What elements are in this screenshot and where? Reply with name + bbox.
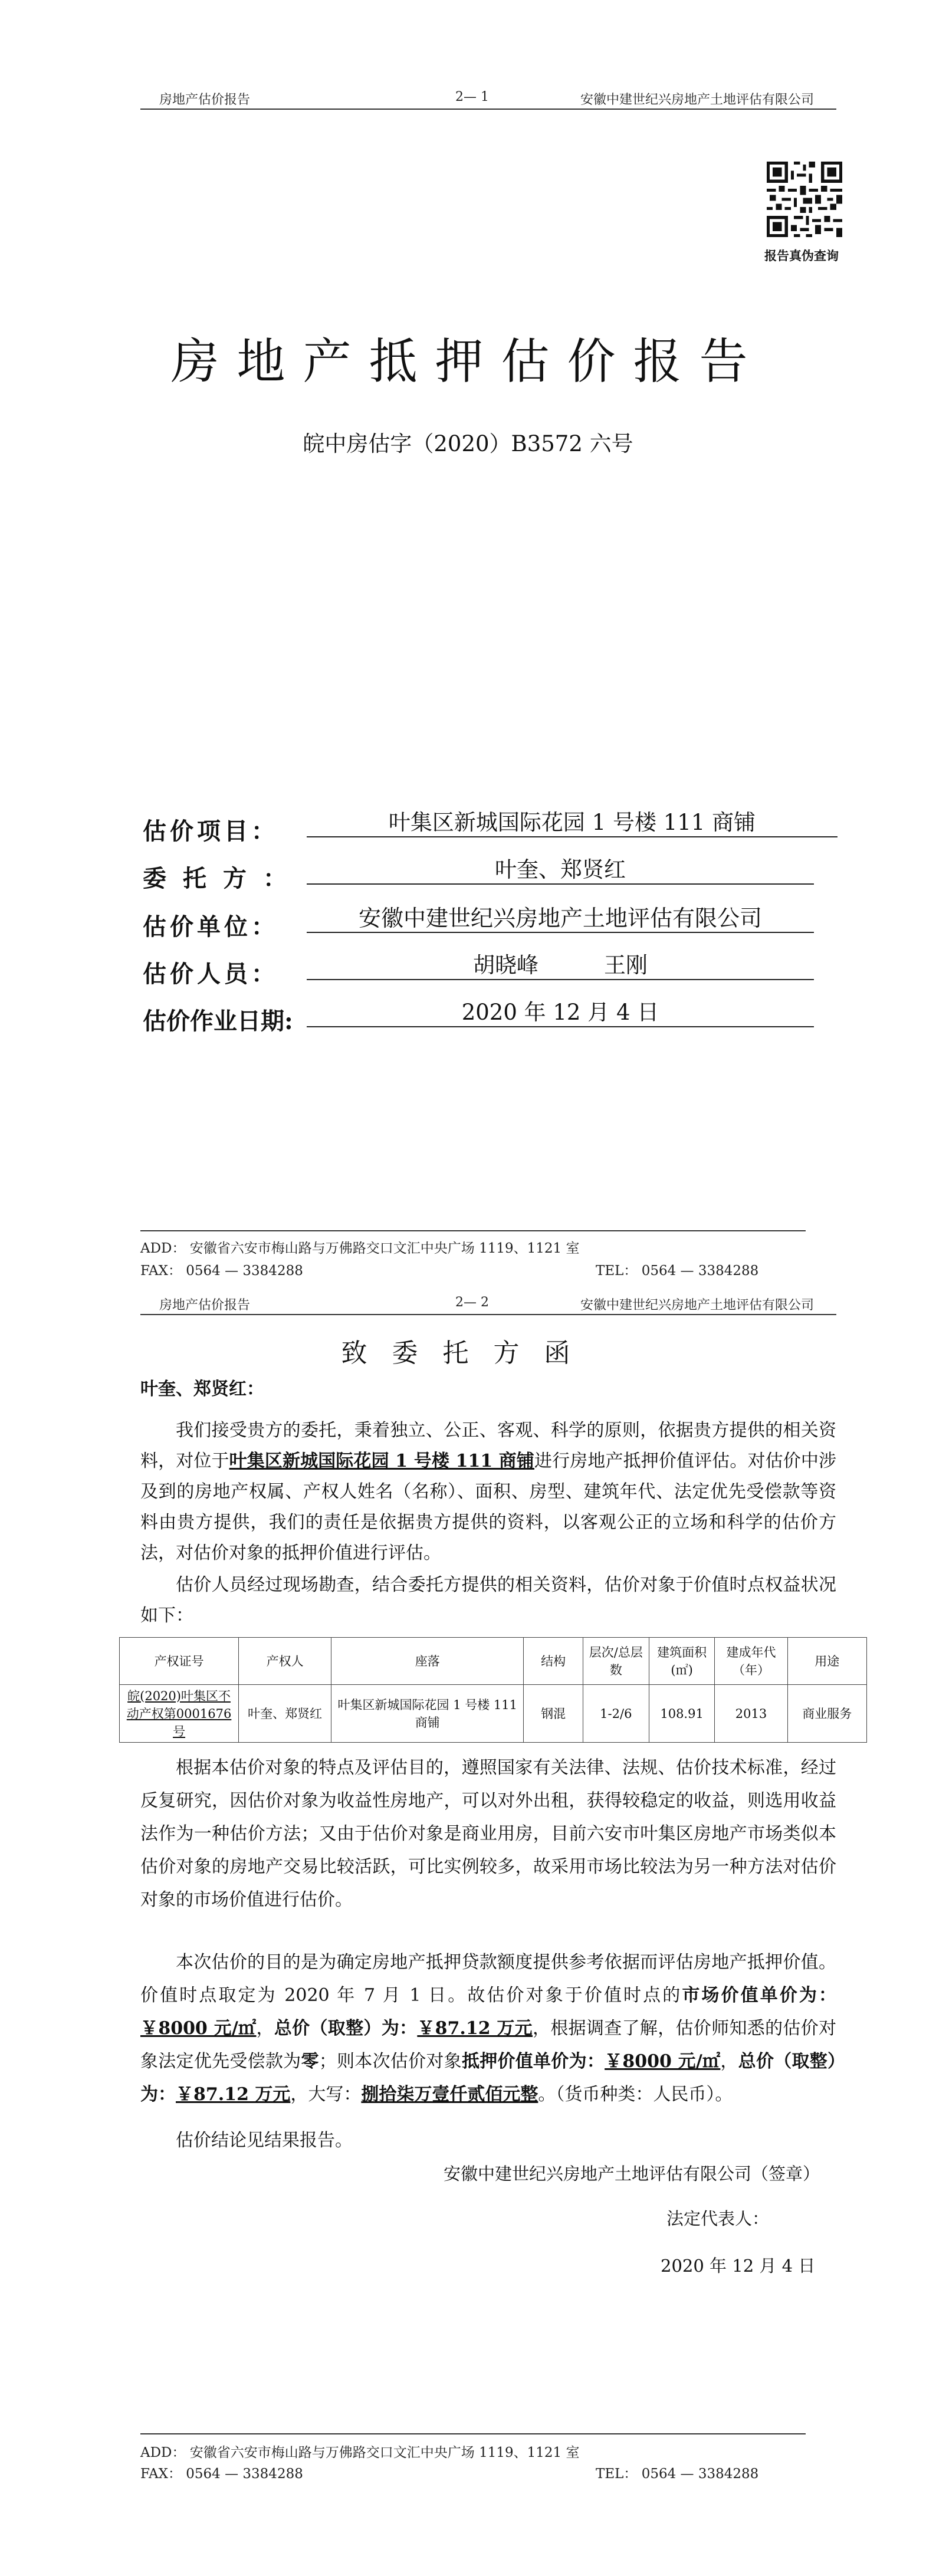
field-label-appraisers: 估价人员： [143, 960, 278, 988]
page2-footer-tel: TEL： 0564 — 3384288 [596, 2466, 759, 2482]
table-cell-floor: 1-2/6 [583, 1685, 649, 1743]
field-value-date: 2020 年 12 月 4 日 [307, 999, 814, 1027]
table-header-cell: 座落 [331, 1638, 524, 1685]
market-total-price: ￥87.12 万元 [417, 2018, 533, 2039]
signature-legal-rep: 法定代表人： [666, 2209, 770, 2229]
letter-title: 致委托方函 [341, 1338, 595, 1368]
table-cell-area: 108.91 [649, 1685, 715, 1743]
page2-footer-fax: FAX： 0564 — 3384288 [140, 2466, 303, 2482]
table-header-cell: 建筑面积(㎡) [649, 1638, 715, 1685]
table-cell-structure: 钢混 [524, 1685, 583, 1743]
page1-footer-tel: TEL： 0564 — 3384288 [596, 1263, 759, 1279]
table-header-cell: 层次/总层数 [583, 1638, 649, 1685]
mortgage-total-price: ￥87.12 万元 [176, 2084, 291, 2105]
field-label-project: 估价项目： [143, 817, 278, 845]
signature-date: 2020 年 12 月 4 日 [661, 2256, 816, 2276]
field-label-date: 估价作业日期: [143, 1007, 293, 1035]
table-header-row [120, 1638, 867, 1685]
page1-header-page-number: 2— 1 [455, 90, 489, 104]
table-header-cell: 结构 [524, 1638, 583, 1685]
field-value-client: 叶奎、郑贤红 [307, 856, 814, 885]
property-rights-table [119, 1637, 867, 1743]
page1-header-left: 房地产估价报告 [159, 93, 251, 107]
property-address-highlight: 叶集区新城国际花园 1 号楼 111 商铺 [229, 1451, 535, 1471]
letter-salutation: 叶奎、郑贤红： [140, 1379, 264, 1399]
report-doc-number: 皖中房估字（2020）B3572 六号 [303, 431, 633, 456]
letter-paragraph-4: 本次估价的目的是为确定房地产抵押贷款额度提供参考依据而评估房地产抵押价值。价值时点取定为 2020 年 7 月 1 日。故估价对象于价值时点的市场价值单价为：￥8000 元/㎡，总价（取整）为：￥87.12 万元，根据调查了解，估价师知悉的估价对象法定优先受偿款为零；则本次估价对象抵押价值单价为：￥8000 元/㎡，总价（取整）为：￥87.12 万元，大写：捌拾柒万壹仟贰佰元整。（货币种类：人民币）。 [140, 1952, 837, 2105]
mortgage-unit-price: ￥8000 元/㎡ [605, 2051, 721, 2072]
market-unit-price: ￥8000 元/㎡ [140, 2018, 257, 2039]
table-cell-year-built: 2013 [715, 1685, 787, 1743]
field-value-appraiser-unit: 安徽中建世纪兴房地产土地评估有限公司 [307, 905, 814, 933]
table-header-cell: 用途 [787, 1638, 866, 1685]
field-value-project: 叶集区新城国际花园 1 号楼 111 商铺 [307, 809, 838, 837]
amount-in-words: 捌拾柒万壹仟贰佰元整 [361, 2084, 538, 2105]
signature-company: 安徽中建世纪兴房地产土地评估有限公司（签章） [444, 2164, 820, 2184]
letter-paragraph-1: 我们接受贵方的委托，秉着独立、公正、客观、科学的原则，依据贵方提供的相关资料，对位于叶集区新城国际花园 1 号楼 111 商铺进行房地产抵押价值评估。对估价中涉及到的房地产权属、产权人姓名（名称）、面积、房型、建筑年代、法定优先受偿款等资料由贵方提供，我们的责任是依据贵方提供的资料，以客观公正的立场和科学的估价方法，对估价对象的抵押价值进行评估。 [140, 1420, 837, 1563]
table-header-cell: 产权证号 [120, 1638, 239, 1685]
qr-code-icon[interactable] [767, 162, 842, 237]
table-cell-usage: 商业服务 [787, 1685, 866, 1743]
page1-footer-fax: FAX： 0564 — 3384288 [140, 1263, 303, 1279]
letter-paragraph-2: 估价人员经过现场勘查，结合委托方提供的相关资料，估价对象于价值时点权益状况如下： [140, 1575, 836, 1626]
priority-claims: 零 [301, 2051, 319, 2072]
table-cell-location: 叶集区新城国际花园 1 号楼 111 商铺 [331, 1685, 524, 1743]
page1-header-rule [140, 109, 836, 110]
page2-header-left: 房地产估价报告 [159, 1298, 251, 1313]
page2-footer-rule [140, 2433, 806, 2434]
table-header-cell: 建成年代（年） [715, 1638, 787, 1685]
page1-footer-address: ADD： 安徽省六安市梅山路与万佛路交口文汇中央广场 1119、1121 室 [140, 1241, 580, 1256]
table-row [120, 1685, 867, 1743]
table-cell-cert-number: 皖(2020)叶集区不动产权第0001676 号 [120, 1685, 239, 1743]
field-label-client: 委托方： [143, 865, 303, 892]
table-cell-owner: 叶奎、郑贤红 [239, 1685, 331, 1743]
field-label-appraiser-unit: 估价单位： [143, 913, 278, 941]
page2-footer-address: ADD： 安徽省六安市梅山路与万佛路交口文汇中央广场 1119、1121 室 [140, 2445, 580, 2460]
field-value-appraisers: 胡晓峰 王刚 [307, 952, 814, 980]
letter-paragraph-3: 根据本估价对象的特点及评估目的，遵照国家有关法律、法规、估价技术标准，经过反复研究，因估价对象为收益性房地产，可以对外出租，获得较稳定的收益，则选用收益法作为一种估价方法；又由于估价对象是商业用房，目前六安市叶集区房地产市场类似本估价对象的房地产交易比较活跃，可比实例较多，故采用市场比较法为另一种方法对估价对象的市场价值进行估价。 [140, 1757, 836, 1910]
report-title: 房地产抵押估价报告 [170, 334, 766, 390]
page1-footer-rule [140, 1230, 806, 1231]
page1-header-right: 安徽中建世纪兴房地产土地评估有限公司 [580, 93, 815, 107]
page2-header-right: 安徽中建世纪兴房地产土地评估有限公司 [580, 1298, 815, 1313]
qr-caption: 报告真伪查询 [764, 248, 839, 263]
table-header-cell: 产权人 [239, 1638, 331, 1685]
letter-paragraph-5: 估价结论见结果报告。 [176, 2130, 353, 2151]
page2-header-page-number: 2— 2 [455, 1295, 489, 1310]
page2-header-rule [140, 1314, 836, 1315]
